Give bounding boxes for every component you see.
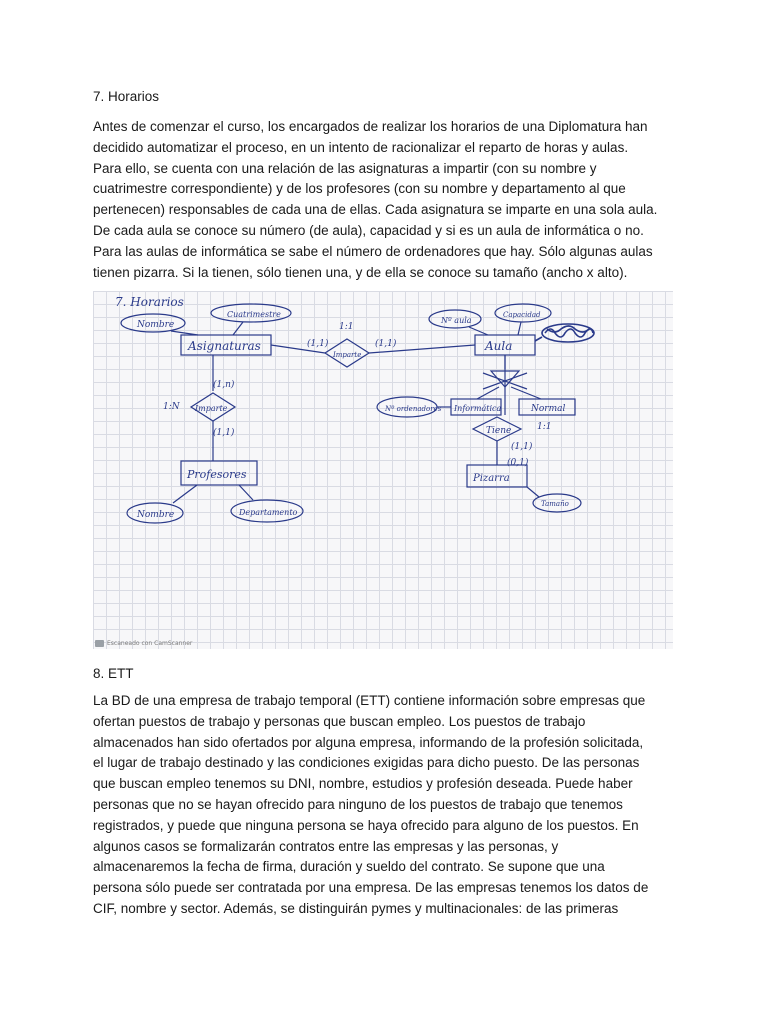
text-line: registrados, y puede que ninguna persona se haya ofrecido para alguno de los puestos. En: [93, 817, 639, 833]
text-line: La BD de una empresa de trabajo temporal (ETT) contiene información sobre empresas que: [93, 693, 646, 708]
text-line: el lugar de trabajo destinado y las condiciones exigidas para dicho puesto. De las personas: [93, 755, 640, 771]
entity-profesores-label: Profesores: [187, 468, 247, 481]
card-aula-down: (1,1): [511, 442, 533, 452]
er-diagram-drawing: [93, 291, 673, 649]
text-line: almacenados han sido ofertados por alguna empresa, informando de la profesión solicitada,: [93, 734, 644, 750]
card-asig-down: (1,n): [213, 380, 235, 390]
text-line: Para las aulas de informática se sabe el número de ordenadores que hay. Sólo algunas aulas: [93, 243, 653, 259]
section-7-paragraph: [93, 117, 683, 283]
card-prof-up: (1,1): [213, 428, 235, 438]
watermark-text: Escaneado con CamScanner: [107, 640, 193, 647]
er-diagram-scan: [93, 291, 673, 649]
entity-aula-label: Aula: [485, 339, 513, 353]
card-rel-tiene: 1:1: [537, 422, 552, 432]
card-pizarra-up: (0,1): [507, 458, 529, 468]
section-8-heading: 8. ETT: [93, 666, 134, 681]
text-line: pertenecen) responsables de cada una de ellas. Cada asignatura se imparte en una sola aula.: [93, 202, 658, 218]
scribbled-attribute: [535, 324, 594, 342]
attr-n-aula-label: Nº aula: [441, 316, 472, 325]
card-asig-side: (1,1): [307, 339, 329, 349]
text-line: almacenaremos la fecha de firma, duración y sueldo del contrato. Se supone que una: [93, 859, 605, 875]
card-rel-left: 1:N: [163, 402, 180, 412]
attr-capacidad-label: Capacidad: [503, 311, 541, 319]
text-line: Antes de comenzar el curso, los encargados de realizar los horarios de una Diplomatura han: [93, 119, 648, 134]
entity-informatica-label: Informática: [454, 404, 502, 413]
rel-tiene-label: Tiene: [486, 426, 512, 436]
attr-departamento-label: Departamento: [239, 508, 298, 517]
camscanner-watermark: [95, 640, 192, 647]
rel-imparte-left-label: Imparte: [195, 404, 228, 413]
text-line: De cada aula se conoce su número (de aula), capacidad y si es un aula de informática o no.: [93, 222, 644, 238]
text-line: personas que no se hayan ofrecido para ninguno de los puestos de trabajo que tenemos: [93, 796, 623, 812]
attr-n-ordenadores-label: Nº ordenadores: [385, 405, 442, 413]
attr-nombre-prof-label: Nombre: [137, 510, 175, 520]
card-rel-top: 1:1: [339, 322, 354, 332]
entity-asignaturas-label: Asignaturas: [188, 339, 261, 353]
card-aula-side: (1,1): [375, 339, 397, 349]
section-8-paragraph: [93, 691, 683, 920]
text-line: Para ello, se cuenta con una relación de las asignaturas a impartir (con su nombre y: [93, 160, 597, 176]
attr-tamano-label: Tamaño: [541, 500, 569, 508]
text-line: tienen pizarra. Si la tienen, sólo tienen una, y de ella se conoce su tamaño (ancho x alto).: [93, 264, 628, 280]
attr-nombre-asig-label: Nombre: [137, 320, 175, 330]
text-line: algunos casos se formalizarán contratos entre las empresas y las personas, y: [93, 838, 559, 854]
text-line: ofertan puestos de trabajo y personas que buscan empleo. Los puestos de trabajo: [93, 713, 586, 729]
text-line: CIF, nombre y sector. Además, se distinguirán pymes y multinacionales: de las primeras: [93, 900, 619, 916]
entity-pizarra-label: Pizarra: [473, 473, 510, 484]
diagram-title: 7. Horarios: [115, 295, 184, 309]
text-line: decidido automatizar el proceso, en un intento de racionalizar el reparto de horas y aulas.: [93, 139, 629, 155]
rel-imparte-top-label: Imparte: [333, 351, 362, 359]
text-line: persona sólo puede ser contratada por una empresa. De las empresas tenemos los datos de: [93, 880, 649, 896]
camscanner-logo-icon: [95, 640, 104, 647]
text-line: que buscan empleo tenemos su DNI, nombre, estudios y profesión deseada. Puede haber: [93, 776, 633, 792]
text-line: cuatrimestre correspondiente) y de los profesores (con su nombre y departamento al que: [93, 181, 626, 197]
section-7-heading: 7. Horarios: [93, 89, 160, 104]
attr-cuatrimestre-label: Cuatrimestre: [227, 310, 281, 319]
entity-normal-label: Normal: [531, 404, 566, 414]
